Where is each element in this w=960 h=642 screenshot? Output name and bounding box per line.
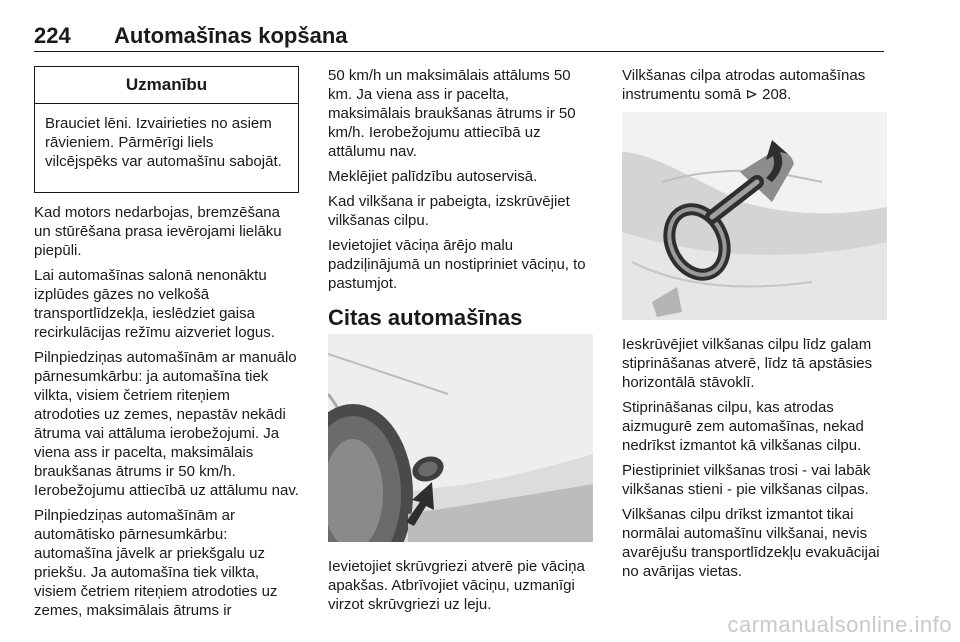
paragraph: Ieskrūvējiet vilkšanas cilpu līdz galam stiprināšanas atverē, līdz tā apstāsies horizontālā stāvoklī. xyxy=(622,336,873,391)
warning-box xyxy=(34,66,299,193)
column-3 xyxy=(622,66,887,110)
paragraph: Vilkšanas cilpa atrodas automašīnas instrumentu somā ⊳ 208. xyxy=(622,67,866,103)
paragraph: 50 km/h un maksimālais attālums 50 km. Ja viena ass ir pacelta, maksimālais braukšanas ātrums ir 50 km/h. Ierobežojumu attiecībā uz attālumu nav. xyxy=(328,67,576,160)
paragraph: Kad vilkšana ir pabeigta, izskrūvējiet vilkšanas cilpu. xyxy=(328,193,570,229)
paragraph: Pilnpiedziņas automašīnām ar manuālo pārnesumkārbu: ja automašīna tiek vilkta, visiem četriem riteņiem atrodoties uz zemes, nepastāv nekādi ātruma vai attāluma ierobežojumi. Ja viena ass ir pacelta, maksimālais braukšanas ātrums ir 50 km/h. Ierobežojumu attiecībā uz attālumu nav. xyxy=(34,349,299,499)
warning-title: Uzmanību xyxy=(35,67,298,104)
paragraph: Meklējiet palīdzību autoservisā. xyxy=(328,168,538,185)
watermark: carmanualsonline.info xyxy=(727,612,952,637)
warning-text: Brauciet lēni. Izvairieties no asiem rāvieniem. Pārmērīgi liels vilcējspēks var automašīnu sabojāt. xyxy=(45,115,282,170)
paragraph: Ievietojiet skrūvgriezi atverē pie vāciņa apakšas. Atbrīvojiet vāciņu, uzmanīgi virzot skrūvgriezi uz leju. xyxy=(328,558,585,613)
section-heading: Citas automašīnas xyxy=(328,305,523,330)
chapter-title: Automašīnas kopšana xyxy=(114,23,348,48)
tow-eye-svg xyxy=(622,112,887,320)
column-1 xyxy=(34,203,299,626)
paragraph: Lai automašīnas salonā nenonāktu izplūdes gāzes no velkošā transportlīdzekļa, ieslēdziet gaisa recirkulācijas režīmu aizveriet logus. xyxy=(34,267,275,341)
paragraph: Pilnpiedziņas automašīnām ar automātisko pārnesumkārbu: automašīna jāvelk ar priekšgalu uz priekšu. Ja automašīna tiek vilkta, visiem četriem riteņiem atrodoties uz zemes, maksimālais ātrums ir xyxy=(34,507,278,619)
paragraph: Ievietojiet vāciņa ārējo malu padziļinājumā un nostipriniet vāciņu, to pastumjot. xyxy=(328,237,586,292)
page-header xyxy=(34,20,884,52)
tow-eye-illustration xyxy=(622,112,887,320)
paragraph: Piestipriniet vilkšanas trosi - vai labāk vilkšanas stieni - pie vilkšanas cilpas. xyxy=(622,462,871,498)
column-2 xyxy=(328,66,593,357)
column-2-bottom xyxy=(328,557,593,620)
page-number: 224 xyxy=(34,23,71,48)
rear-bumper-svg xyxy=(328,334,593,542)
column-3-bottom xyxy=(622,335,887,587)
rear-bumper-illustration xyxy=(328,334,593,542)
paragraph: Stiprināšanas cilpu, kas atrodas aizmugurē zem automašīnas, nekad nedrīkst izmantot kā vilkšanas cilpu. xyxy=(622,399,864,454)
paragraph: Kad motors nedarbojas, bremzēšana un stūrēšana prasa ievērojami lielāku piepūli. xyxy=(34,204,282,259)
paragraph: Vilkšanas cilpu drīkst izmantot tikai normālai automašīnu vilkšanai, nevis avarējušu transportlīdzekļu evakuācijai no avārijas vietas. xyxy=(622,506,880,580)
